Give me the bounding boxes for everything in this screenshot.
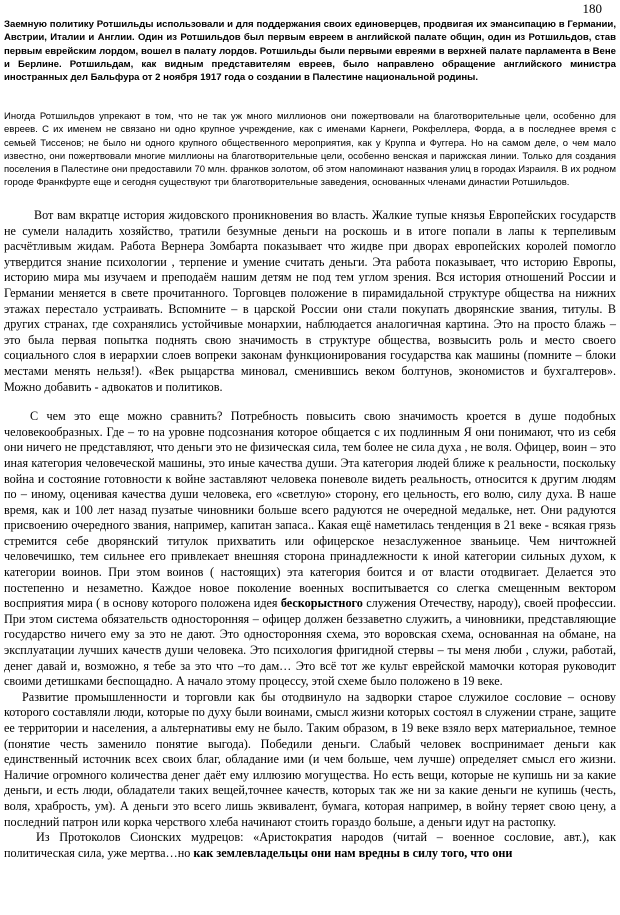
paragraph-officer-category <box>4 409 616 690</box>
paragraph-text: служения Отечеству, народу), своей профессии. При этом система обязательств односторонняя – офицер должен беззаветно служить, а чиновники, представляющие государство ничего ему за это не дают. Это односторонняя схема, это воровская схема, основанная на обмане, на эксплуатации лучших качеств души человека. Это психология фригидной стервы – ты меня люби , служи, работай, денег давай и, возможно, я тебе за это что –то дам… Это всё тот же культ еврейской мамочки которая руководит своими детишками беспощадно. А начало этому процессу, этой схеме было положено в 19 веке. <box>4 596 616 689</box>
paragraph-text: С чем это еще можно сравнить? Потребность повысить свою значимость кроется в душе подобных человекообразных. Где – то на уровне подсознания которое общается с их подлинным Я они понимают, что из себя они ничего не представляют, что деньги это не физическая сила, тем более не сила духа , не воля. Офицер, воин – это иная категория человеческой машины, это иные качества души. Эта категория людей ближе к реальности, поскольку война и состояние готовности к войне заставляют человека поневоле видеть реальность, относится к другим людям по – иному, оценивая качества души человека, его «светлую» сторону, его цельность, его волю, силу духа. В наше время, как и 100 лет назад пузатые чиновники больше всего радуются не очередной медальке, нет. Они радуются присвоению очередного звания, например, капитан запаса.. Какая ещё наметилась тенденция в 21 веке - всякая грязь стремится себе дворянский титулок прихватить или офицерское незаслуженное званьице. Чем ничтожней человечишко, тем сильнее его привлекает внешняя сторона принадлежности к иной категории сильных духом, к категории воинов. При этом воинов ( настоящих) эта категория боится и от власти отодвигает. Делается это постепенно и незаметно. Каждое новое поколение военных воспитывается со слегка смещенным вектором восприятия мира ( в основу которого положена идея <box>4 409 616 611</box>
paragraph-jewish-penetration: Вот вам вкратце история жидовского проникновения во власть. Жалкие тупые князья Европейских государств не сумели наладить хозяйство, тратили безумные деньги на роскошь и в итоге попали в лапы к терпеливым расчётливым жидам. Работа Вернера Зомбарта показывает что жидве при дворах европейских королей помогло утвердится знание психологии , терпение и умение считать деньги. Эта работа показывает, что историю Европы, историю мира мы изучаем и преподаём нашим детям не под тем углом зрения. Вся история отношений России и Германии меняется в свете прочитанного. Торговцев положение в пирамидальной структуре общества на нижних этажах перестало устраивать. Вспомните – в царской России они стали покупать дворянские звания, титулы. В других странах, где сохранялись устойчивые монархии, наблюдается аналогичная картина. Это на просто блажь – это была первая попытка поднять свою значимость в структуре общества, возвысить роль и место своего социального слоя в иерархии слоев вопреки законам функционирования государства как машины (помните – блоки местами менять нельзя!). «Век рыцарства миновал, сменившись веком болтунов, экономистов и бухгалтеров». Можно добавить - адвокатов и политиков. <box>4 208 616 394</box>
paragraph-industry-development: Развитие промышленности и торговли как бы отодвинуло на задворки старое служилое сословие – основу которого составляли люди, которые по духу были воинами, смысл жизни которых состоял в служении стране, защите ее территории и населения, а альтернативы ему не было. Таким образом, в 19 веке взяло верх материальное, темное (понятие честь заменило понятие выгода). Победили деньги. Слабый человек воспринимает деньги как единственный источник всех своих благ, обладание ими (и чем больше, чем лучше) определяет смысл его жизни. Наличие огромного количества денег даёт ему иллюзию могущества. Но есть вещи, которые не купишь ни за какие деньги, и есть люди, обладатели таких вещей,точнее качеств, которых так же ни за какие деньги не купишь (честь, воля, храбрость, ум). А деньги это всего лишь эквивалент, бумага, которая например, в войну теряет свою цену, а последний патрон или корка черствого хлеба начинают стоить гораздо больше, а деньги идут на растопку. <box>4 689 616 829</box>
bold-phrase: как землевладельцы они нам вредны в силу того, что они <box>193 845 513 860</box>
rothschild-charity-paragraph: Иногда Ротшильдов упрекают в том, что не так уж много миллионов они пожертвовали на благотворительные цели, особенно для евреев. С их именем не связано ни одно крупное учреждение, как с именами Карнеги, Рокфеллера, Форда, а в последнее время с семьей Тиссенов; не было ни одного крупного общественного мероприятия, как у Круппа и Фуггера. Но на самом деле, о чем мало известно, они пожертвовали многие миллионы на благотворительные цели, особенно венская и парижская линии. Только для создания поселения в Палестине они предоставили 70 млн. франков золотом, об этом напоминают названия улиц в городах Израиля. В их родном городе Франкфурте еще и сегодня существуют три благотворительные заведения, основанных членами династии Ротшильдов. <box>4 111 616 189</box>
paragraph-protocols-quote <box>4 830 616 861</box>
bold-phrase: бескорыстного <box>280 596 363 611</box>
main-text <box>4 208 616 861</box>
bold-intro-paragraph: Заемную политику Ротшильды использовали и для поддержания своих единоверцев, продвигая их эмансипацию в Германии, Австрии, Италии и Англии. Один из Ротшильдов был первым евреем в английской палате общин, один из Ротшильдов, став первым еврейским лордом, вошел в палату лордов. Ротшильды были первыми евреями в верхней палате парламента в Вене и Берлине. Ротшильдам, как видным представителям евреев, было направлено обращение английского министра иностранных дел Бальфура от 2 ноября 1917 года о создании в Палестине национальной родины. <box>4 19 616 84</box>
paragraph-text: Из Протоколов Сионских мудрецов: «Аристократия народов (читай – военное сословие, авт.), как политическая сила, уже мертва…но <box>4 830 616 860</box>
page-number: 180 <box>582 1 602 16</box>
